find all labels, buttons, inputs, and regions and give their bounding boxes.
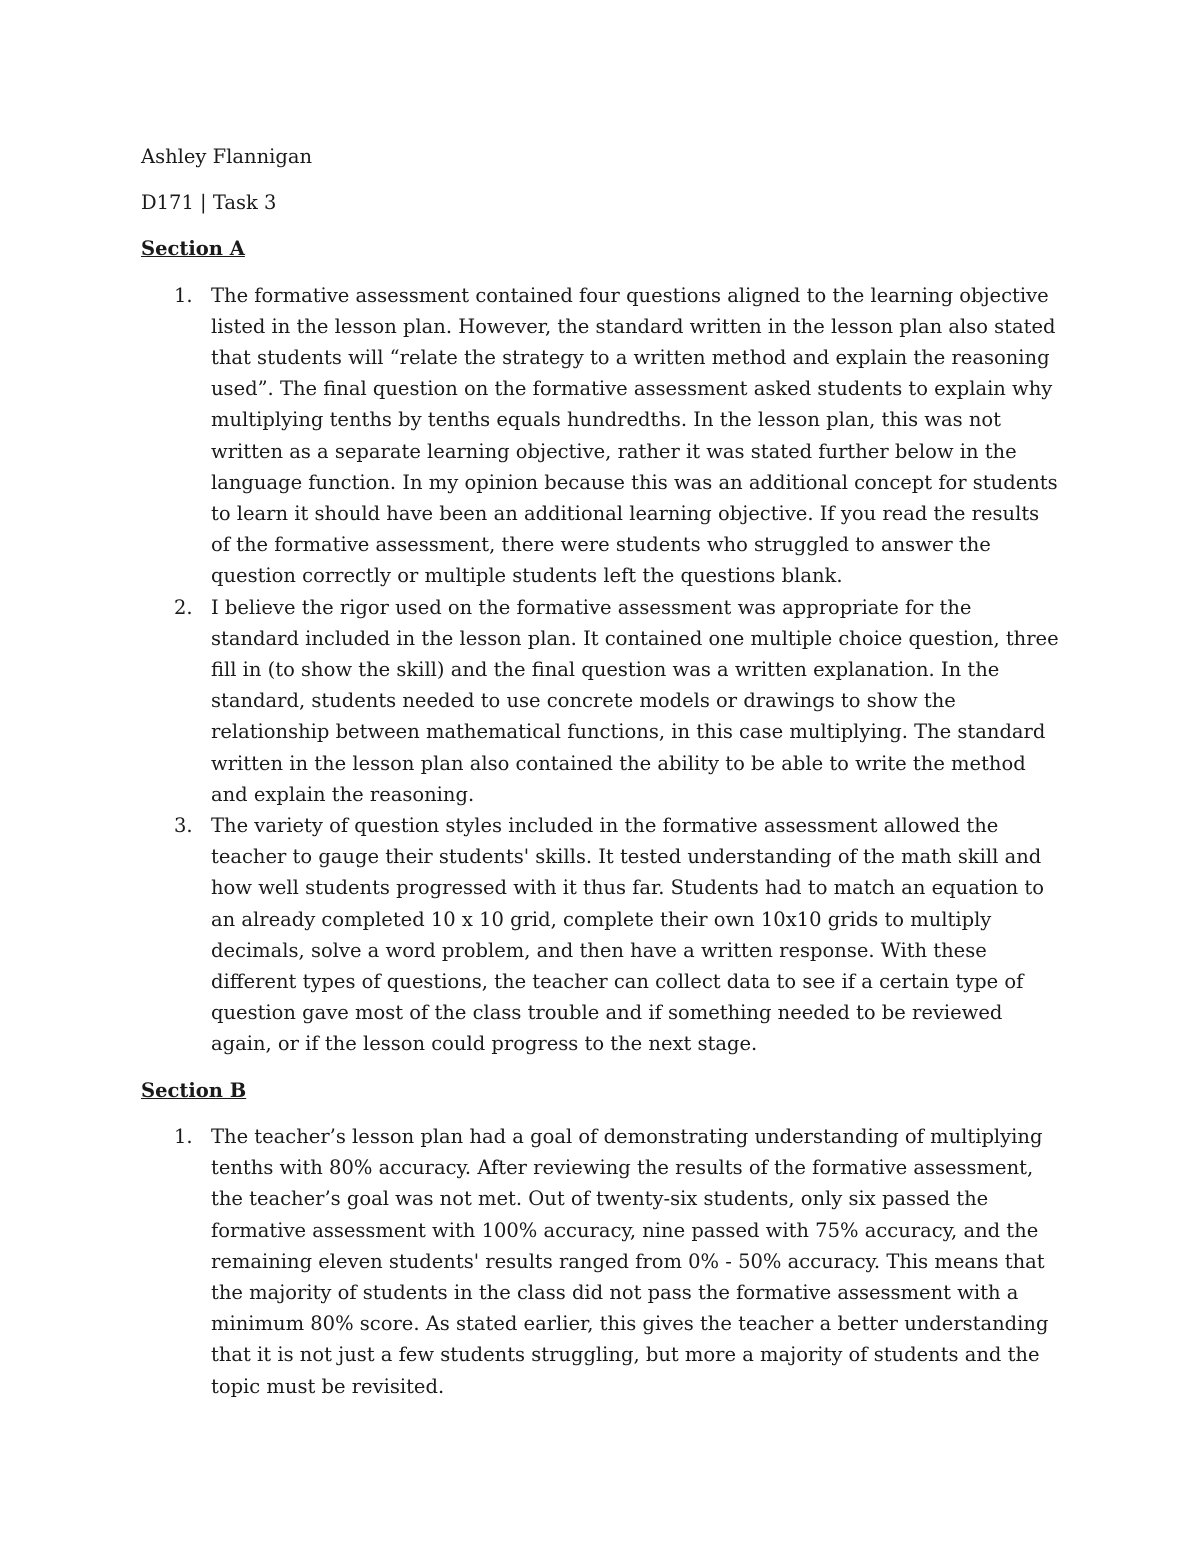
document-body (141, 141, 1063, 1402)
list-item-text: The teacher’s lesson plan had a goal of demonstrating understanding of multiplying tenths with 80% accuracy. After reviewing the results of the formative assessment, the teacher’s goal was not met. Out of twenty-six students, only six passed the formative assessment with 100% accuracy, nine passed with 75% accuracy, and the remaining eleven students' results ranged from 0% - 50% accuracy. This means that the majority of students in the class did not pass the formative assessment with a minimum 80% score. As stated earlier, this gives the teacher a better understanding that it is not just a few students struggling, but more a majority of students and the topic must be revisited. (211, 1124, 1049, 1398)
course-task-label: D171 | Task 3 (141, 191, 277, 215)
list-item (141, 810, 1063, 1060)
section-b-list (141, 1121, 1063, 1402)
list-item (141, 592, 1063, 810)
list-item-text: The variety of question styles included in the formative assessment allowed the teacher to gauge their students' skills. It tested understanding of the math skill and how well students progressed with it thus far. Students had to match an equation to an already completed 10 x 10 grid, complete their own 10x10 grids to multiply decimals, solve a word problem, and then have a written response. With these different types of questions, the teacher can collect data to see if a certain type of question gave most of the class trouble and if something needed to be reviewed again, or if the lesson could progress to the next stage. (211, 814, 1044, 1056)
section-a-list (141, 280, 1063, 1060)
list-item-text: The formative assessment contained four questions aligned to the learning objective listed in the lesson plan. However, the standard written in the lesson plan also stated that students will “relate the strategy to a written method and explain the reasoning used”. The final question on the formative assessment asked students to explain why multiplying tenths by tenths equals hundredths. In the lesson plan, this was not written as a separate learning objective, rather it was stated further below in the language function. In my opinion because this was an additional concept for students to learn it should have been an additional learning objective. If you read the results of the formative assessment, there were students who struggled to answer the question correctly or multiple students left the questions blank. (211, 283, 1058, 588)
section-a-heading: Section A (141, 237, 245, 261)
list-item-number: 1. (174, 283, 193, 307)
list-item-number: 2. (174, 595, 193, 619)
list-item (141, 280, 1063, 592)
author-name: Ashley Flannigan (141, 145, 313, 168)
list-item-number: 3. (174, 814, 193, 838)
section-b-heading: Section B (141, 1078, 247, 1102)
list-item (141, 1121, 1063, 1402)
list-item-text: I believe the rigor used on the formative assessment was appropriate for the standard included in the lesson plan. It contained one multiple choice question, three fill in (to show the skill) and the final question was a written explanation. In the standard, students needed to use concrete models or drawings to show the relationship between mathematical functions, in this case multiplying. The standard written in the lesson plan also contained the ability to be able to write the method and explain the reasoning. (211, 595, 1059, 806)
list-item-number: 1. (174, 1124, 193, 1148)
